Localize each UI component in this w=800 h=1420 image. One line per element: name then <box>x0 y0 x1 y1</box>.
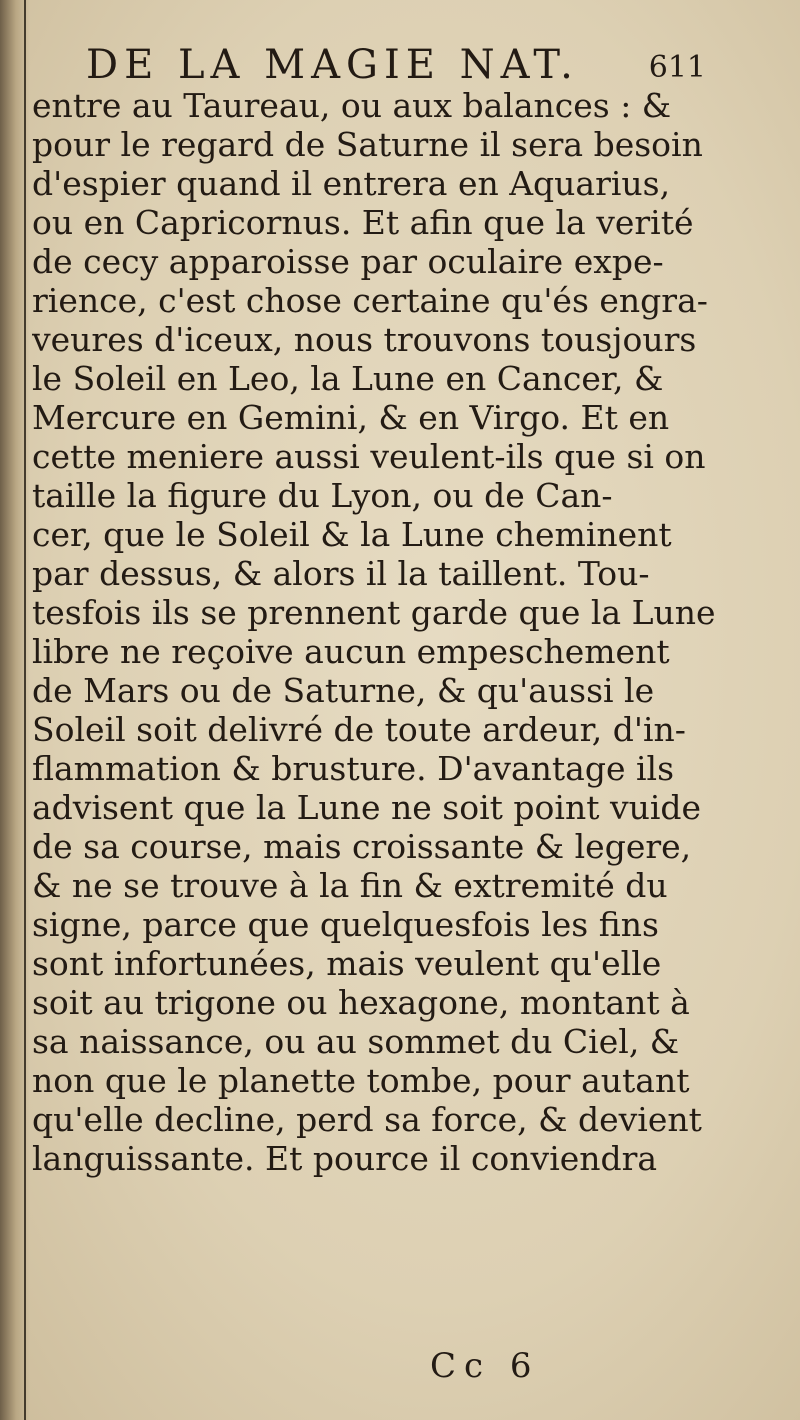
body-text <box>32 86 722 1178</box>
text-line: de Mars ou de Saturne, & qu'aussi le <box>32 671 655 710</box>
text-line: Soleil soit delivré de toute ardeur, d'in- <box>32 710 686 749</box>
text-line: languissante. Et pource il conviendra <box>32 1139 658 1178</box>
page-number: 611 <box>648 50 706 85</box>
text-line: qu'elle decline, perd sa force, & devient <box>32 1100 702 1139</box>
text-line: par dessus, & alors il la taillent. Tou- <box>32 554 650 593</box>
text-line: libre ne reçoive aucun empeschement <box>32 632 670 671</box>
binding-rule <box>24 0 26 1420</box>
text-line: advisent que la Lune ne soit point vuide <box>32 788 702 827</box>
text-line: veures d'iceux, nous trouvons tousjours <box>32 320 697 359</box>
signature-mark: Cc 6 <box>430 1346 540 1386</box>
text-line: ou en Capricornus. Et afin que la verité <box>32 203 694 242</box>
text-line: sont infortunées, mais veulent qu'elle <box>32 944 662 983</box>
text-line: d'espier quand il entrera en Aquarius, <box>32 164 671 203</box>
text-line: & ne se trouve à la fin & extremité du <box>32 866 668 905</box>
text-line: taille la figure du Lyon, ou de Can- <box>32 476 613 515</box>
text-line: cette meniere aussi veulent-ils que si on <box>32 437 706 476</box>
text-line: non que le planette tombe, pour autant <box>32 1061 690 1100</box>
text-line: sa naissance, ou au sommet du Ciel, & <box>32 1022 680 1061</box>
text-line: soit au trigone ou hexagone, montant à <box>32 983 690 1022</box>
text-line: Mercure en Gemini, & en Virgo. Et en <box>32 398 670 437</box>
text-line: signe, parce que quelquesfois les fins <box>32 905 659 944</box>
running-title: DE LA MAGIE NAT. <box>86 42 579 88</box>
text-line: pour le regard de Saturne il sera besoin <box>32 125 703 164</box>
text-line: cer, que le Soleil & la Lune cheminent <box>32 515 672 554</box>
text-line: entre au Taureau, ou aux balances : & <box>32 86 672 125</box>
text-line: flammation & brusture. D'avantage ils <box>32 749 675 788</box>
text-line: de cecy apparoisse par oculaire expe- <box>32 242 664 281</box>
text-line: tesfois ils se prennent garde que la Lune <box>32 593 716 632</box>
text-line: de sa course, mais croissante & legere, <box>32 827 692 866</box>
text-line: le Soleil en Leo, la Lune en Cancer, & <box>32 359 664 398</box>
text-line: rience, c'est chose certaine qu'és engra- <box>32 281 708 320</box>
